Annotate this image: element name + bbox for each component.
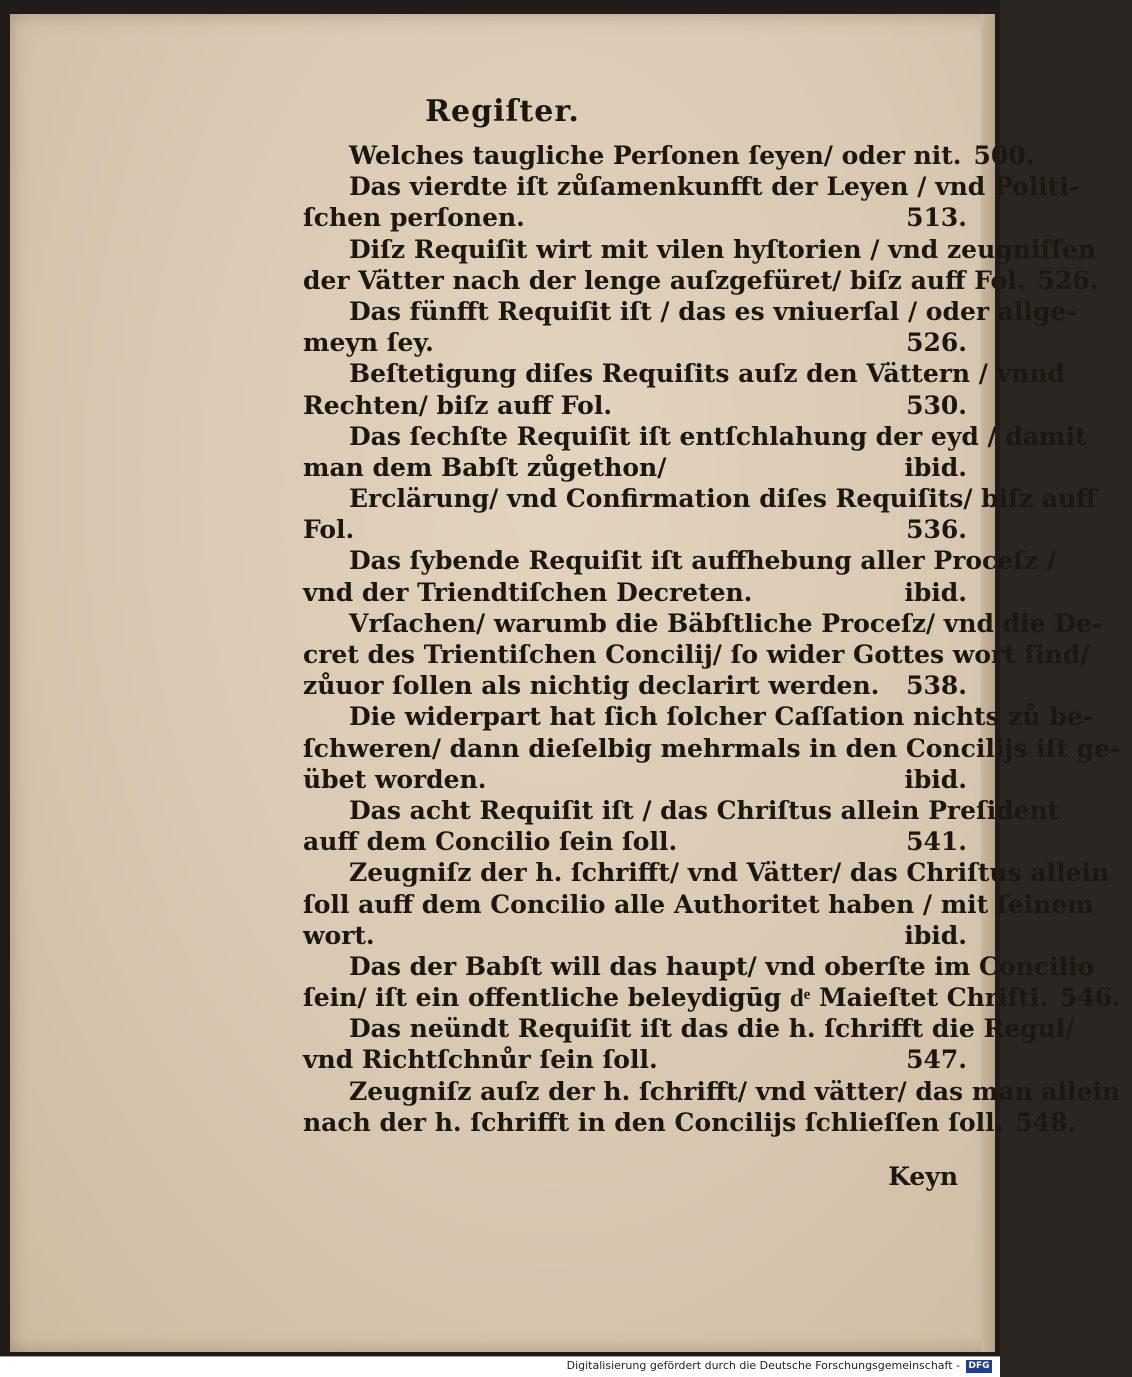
register-line [303,327,967,358]
folio-reference: 541. [906,827,967,857]
folio-reference: 513. [906,203,967,233]
register-line [303,1107,1077,1138]
register-entry-text: Das ſybende Requiſit iſt auffhebung aller Proceſz / [349,546,1056,576]
folio-reference [1089,639,1101,670]
register-line [303,390,967,421]
folio-reference: 526. [1037,265,1099,295]
register-line [303,608,1103,639]
folio-reference [1094,951,1106,982]
register-line [303,140,1035,171]
register-line [303,1044,967,1075]
register-entry-text: meyn ſey. [303,328,434,358]
register-entry-text: Welches taugliche Perſonen ſeyen/ oder nit. [349,141,962,170]
folio-reference: 546. [1059,983,1121,1013]
register-line [303,982,1121,1013]
register-line [303,795,1060,826]
register-entry-text: Fol. [303,515,355,545]
register-line [303,234,1096,265]
catchword: Keyn [888,1162,958,1191]
register-entry-text: Die widerpart hat ſich ſolcher Caſſation nichts zů be- [349,702,1094,732]
register-entry-text: nach der h. ſchrifft in den Concilijs ſchlieſſen ſoll. [303,1107,1004,1137]
register-entry-text: cret des Trientiſchen Concilij/ ſo wider Gottes wort ſind/ [303,640,1090,669]
register-entry-text: Das der Babſt will das haupt/ vnd oberſte im Concilio [349,951,1095,981]
dfg-logo: DFG [966,1360,992,1373]
register-line [303,920,967,951]
folio-reference [1056,545,1068,576]
register-line [303,951,1095,982]
register-line [303,421,1087,452]
register-line [303,670,967,701]
funding-notice: Digitalisierung gefördert durch die Deutsche Forschungsgemeinschaft - [566,1359,960,1372]
page-header: Regiſter. [425,94,580,129]
folio-reference: 530. [906,390,967,420]
folio-reference [1059,795,1071,826]
register-entry-text: ſein/ iſt ein offentliche beleydigūg dͤ Maieſtet Chriſti. [303,983,1048,1013]
register-entry-text: Erclärung/ vnd Confirmation diſes Requiſits/ biſz auff [349,484,1097,514]
register-line [303,639,1090,670]
register-line [303,265,1099,296]
folio-reference: ibid. [904,764,967,794]
register-line [303,701,1094,732]
register-entry-text: Beſtetigung diſes Requiſits auſz den Vättern / vnnd [349,359,1065,389]
register-line [303,1013,1075,1044]
register-entry-text: ſchen perſonen. [303,203,525,233]
register-line [303,452,967,483]
register-entry-text: Das neündt Requiſit iſt das die h. ſchrifft die Regul/ [349,1014,1075,1044]
register-entry-text: wort. [303,920,375,950]
register-entry-text: ſoll auff dem Concilio alle Authoritet haben / mit ſeinem [303,889,1094,919]
folio-reference [1109,857,1121,888]
register-entry-text: Vrſachen/ warumb die Bäbſtliche Proceſz/ vnd die De- [349,608,1103,638]
folio-reference [1077,296,1089,327]
folio-reference [1093,701,1105,732]
register-line [303,202,967,233]
folio-reference: 548. [1015,1107,1077,1137]
folio-reference [1102,608,1114,639]
register-entry-text: Das fünfft Requiſit iſt / das es vniuerſal / oder allge- [349,296,1077,326]
folio-reference [1096,234,1108,265]
folio-reference: 526. [906,328,967,358]
register-entry-text: zůuor ſollen als nichtig declarirt werden. [303,671,880,701]
register-line [303,545,1056,576]
folio-reference [1087,421,1099,452]
folio-reference [1120,733,1132,764]
register-line [303,826,967,857]
register-entry-text: auff dem Concilio ſein ſoll. [303,827,678,857]
folio-reference [1079,171,1091,202]
register-entry-text: man dem Babſt zůgethon/ [303,452,667,482]
register-entry-text: ſchweren/ dann dieſelbig mehrmals in den Concilijs iſt ge- [303,733,1121,763]
folio-reference [1097,483,1109,514]
register-line [303,514,967,545]
register-line [303,171,1080,202]
register-entry-text: vnd der Triendtiſchen Decreten. [303,577,753,607]
folio-reference: ibid. [904,920,967,950]
register-line [303,483,1097,514]
register-text-block [303,140,1121,1138]
register-entry-text: Das ſechſte Requiſit iſt entſchlahung der eyd / damit [349,421,1087,451]
book-page [10,14,1121,1352]
register-line [303,857,1110,888]
register-entry-text: vnd Richtſchnůr ſein ſoll. [303,1045,658,1075]
register-line [303,296,1077,327]
register-entry-text: der Vätter nach der lenge auſzgefüret/ biſz auff Fol. [303,265,1026,295]
folio-reference: 538. [906,671,967,701]
folio-reference [1120,1076,1132,1107]
register-entry-text: Zeugniſz auſz der h. ſchrifft/ vnd vätter/ das man allein [349,1076,1121,1106]
register-entry-text: Zeugniſz der h. ſchrifft/ vnd Vätter/ das Chriſtus allein [349,858,1110,888]
footer-bar [0,1356,1000,1377]
page-edge [981,14,995,1352]
register-entry-text: Das acht Requiſit iſt / das Chriſtus allein Preſident [349,795,1060,825]
register-line [303,1076,1121,1107]
folio-reference [1065,358,1077,389]
register-entry-text: Diſz Requiſit wirt mit vilen hyſtorien / vnd zeugniſſen [349,234,1096,264]
folio-reference [1094,889,1106,920]
folio-reference [1074,1013,1086,1044]
folio-reference: 536. [906,515,967,545]
register-entry-text: Rechten/ biſz auff Fol. [303,390,613,420]
folio-reference: 547. [906,1045,967,1075]
register-line [303,889,1094,920]
folio-reference: ibid. [904,452,967,482]
register-line [303,764,967,795]
folio-reference: 500. [973,141,1035,170]
register-entry-text: Das vierdte iſt zůſamenkunfft der Leyen / vnd Politi- [349,172,1080,202]
register-line [303,733,1121,764]
register-line [303,358,1065,389]
register-entry-text: übet worden. [303,764,487,794]
folio-reference: ibid. [904,577,967,607]
register-line [303,577,967,608]
